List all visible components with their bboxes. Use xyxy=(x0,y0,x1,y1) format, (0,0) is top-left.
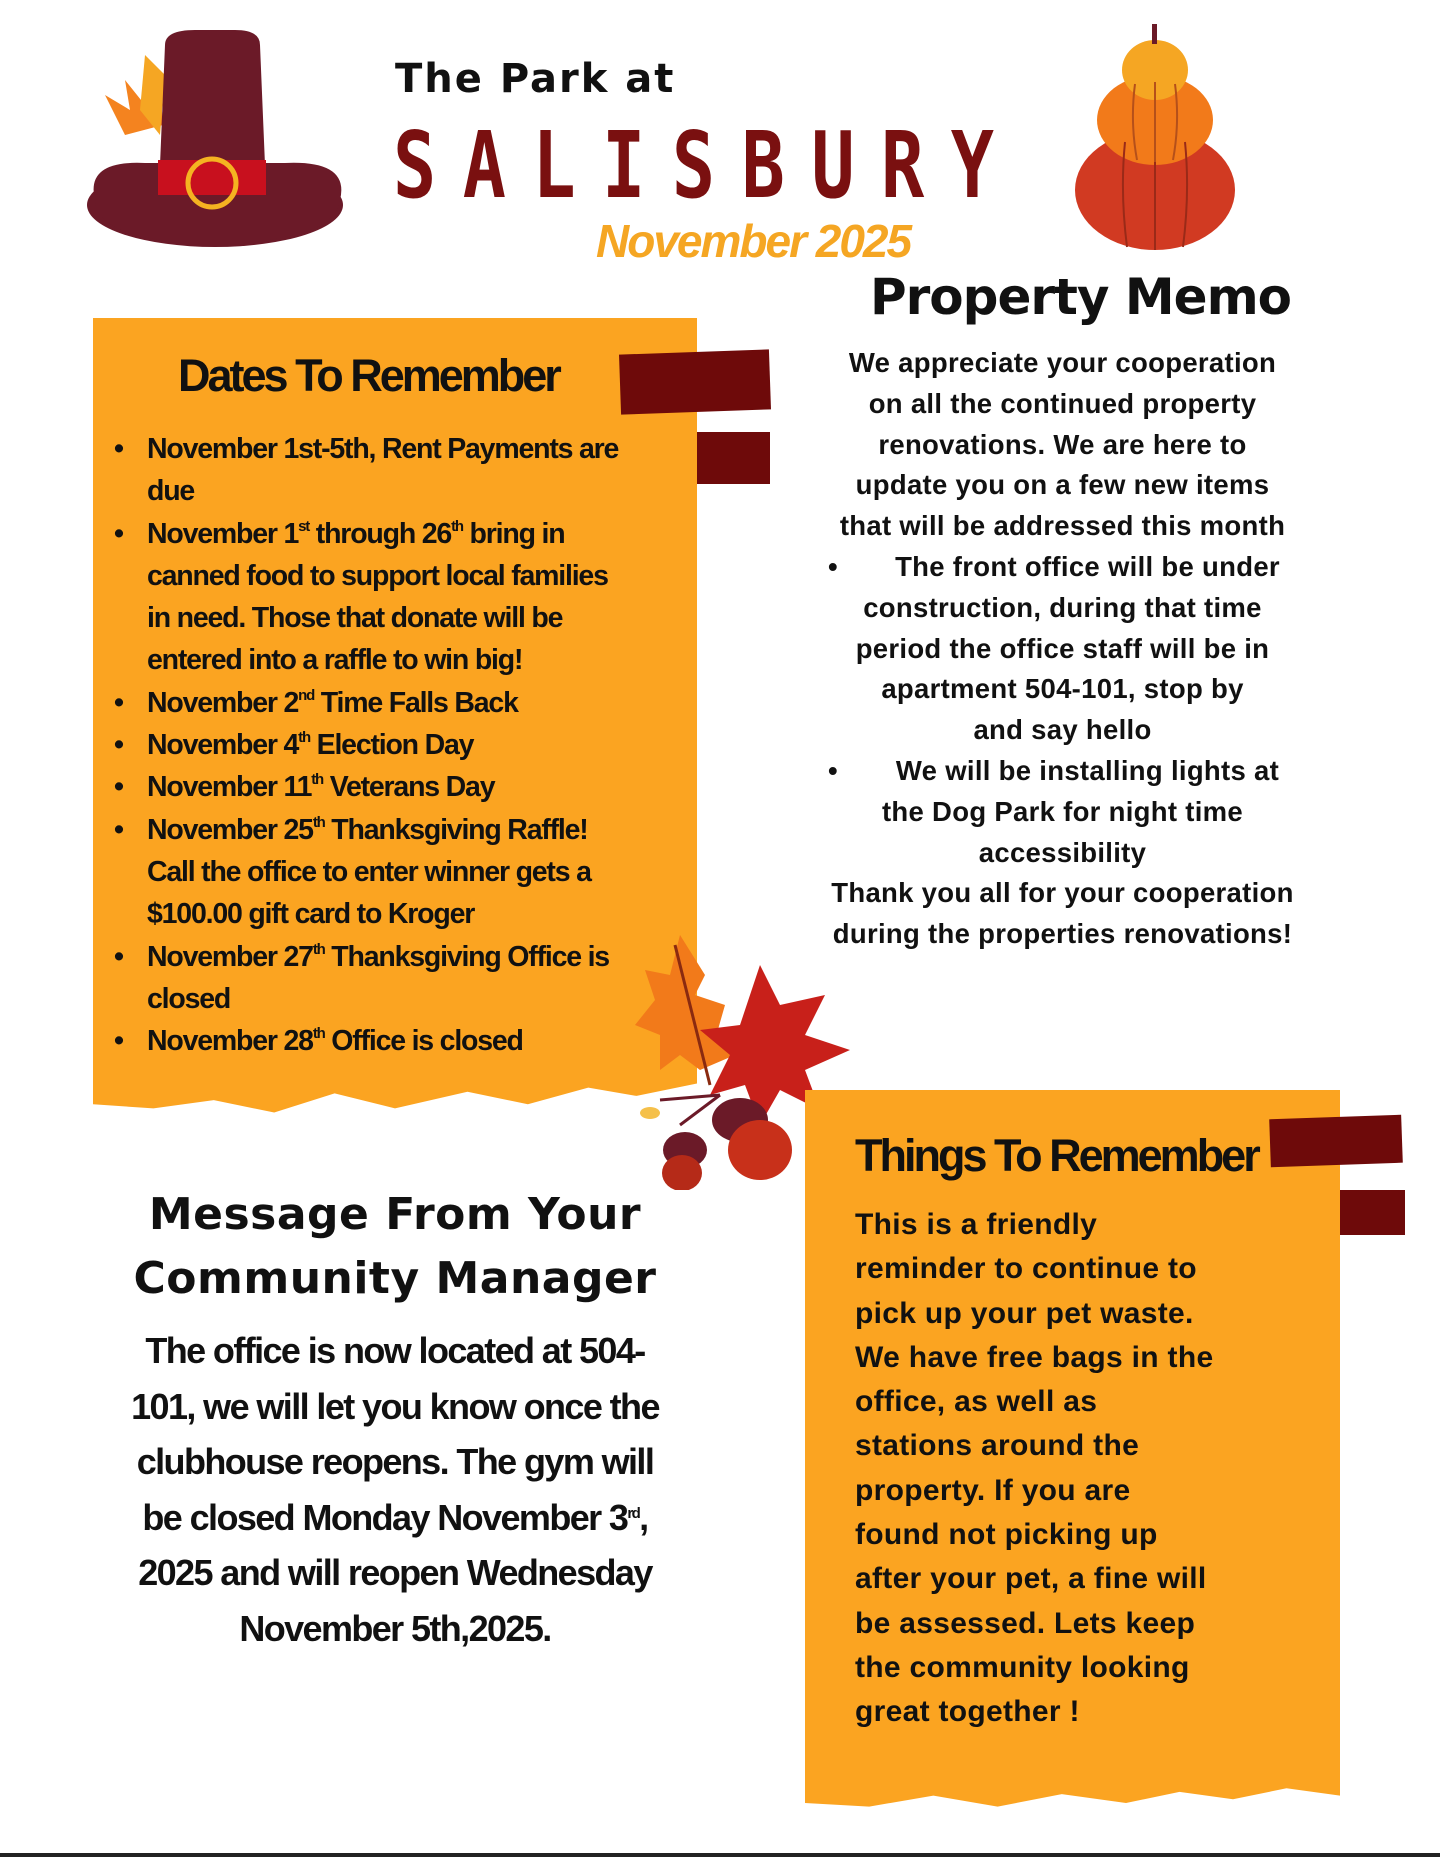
date-item-line xyxy=(147,766,710,808)
bullet-icon: • xyxy=(114,729,123,762)
memo-line xyxy=(800,465,1325,506)
property-memo-body xyxy=(800,343,1325,955)
things-to-remember-title: Things To Remember xyxy=(855,1130,1258,1181)
things-line: We have free bags in the xyxy=(855,1340,1214,1374)
text-segment: November 11 xyxy=(147,771,312,804)
text-segment: Office is closed xyxy=(324,1025,523,1058)
date-item xyxy=(110,513,710,682)
manager-message-title xyxy=(95,1183,695,1311)
date-item-line xyxy=(147,470,710,512)
bullet-icon: • xyxy=(114,771,123,804)
things-line: reminder to continue to xyxy=(855,1252,1197,1286)
text-segment: November 4 xyxy=(147,729,299,762)
text-segment: Thanksgiving Raffle! xyxy=(324,813,588,846)
text-segment: November 28 xyxy=(147,1025,313,1058)
memo-line xyxy=(800,792,1325,833)
date-item xyxy=(110,682,710,724)
bullet-icon: • xyxy=(114,940,123,973)
memo-text: the Dog Park for night time xyxy=(881,795,1244,827)
text-segment: Veterans Day xyxy=(323,771,495,804)
date-item-line xyxy=(147,555,710,597)
text-segment: November 1 xyxy=(147,517,299,550)
newsletter-subtitle: The Park at xyxy=(395,56,676,102)
text-segment: through 26 xyxy=(309,517,452,550)
text-segment: closed xyxy=(147,982,231,1015)
text-segment: Time Falls Back xyxy=(314,686,518,719)
memo-text: and say hello xyxy=(973,714,1152,746)
date-item-line xyxy=(147,639,710,681)
date-item xyxy=(110,766,710,808)
bottom-divider xyxy=(0,1853,1440,1857)
superscript: th xyxy=(298,729,310,747)
memo-line xyxy=(800,425,1325,466)
memo-line xyxy=(800,588,1325,629)
text-segment: in need. Those that donate will be xyxy=(147,602,563,635)
text-segment: Election Day xyxy=(309,729,474,762)
things-line: pick up your pet waste. xyxy=(855,1296,1194,1330)
memo-text: Thank you all for your cooperation xyxy=(831,877,1294,909)
memo-text: apartment 504-101, stop by xyxy=(881,673,1244,705)
date-item-line xyxy=(147,428,710,470)
text-segment: November 27 xyxy=(147,940,313,973)
manager-message-title-line: Message From Your xyxy=(148,1189,642,1240)
superscript: rd xyxy=(627,1504,640,1522)
date-item-line xyxy=(147,809,710,851)
message-line xyxy=(80,1323,710,1379)
date-item-line xyxy=(147,851,710,893)
things-line: office, as well as xyxy=(855,1385,1098,1419)
memo-text: period the office staff will be in xyxy=(855,632,1270,664)
message-line xyxy=(80,1545,710,1601)
things-line: property. If you are xyxy=(855,1473,1131,1507)
text-segment: $100.00 gift card to Kroger xyxy=(147,898,475,931)
text-segment: November 25 xyxy=(147,813,313,846)
manager-message-body xyxy=(80,1323,710,1657)
memo-line xyxy=(800,873,1325,914)
memo-line xyxy=(800,669,1325,710)
superscript: th xyxy=(312,813,325,831)
superscript: th xyxy=(312,940,325,958)
things-to-remember-body xyxy=(855,1203,1213,1735)
text-segment: 2025 and will reopen Wednesday xyxy=(138,1552,652,1594)
things-line: found not picking up xyxy=(855,1518,1158,1552)
date-item xyxy=(110,809,710,936)
memo-line xyxy=(800,384,1325,425)
memo-text: We will be installing lights at xyxy=(895,754,1280,786)
decorative-tab xyxy=(1269,1115,1403,1168)
text-segment: be closed Monday November 3 xyxy=(142,1496,628,1538)
date-item-line xyxy=(147,682,710,724)
text-segment: entered into a raffle to win big! xyxy=(147,644,523,677)
message-line xyxy=(80,1434,710,1490)
memo-text: renovations. We are here to xyxy=(878,428,1247,460)
manager-message-title-line: Community Manager xyxy=(133,1253,657,1304)
superscript: th xyxy=(312,1025,325,1043)
bullet-icon: • xyxy=(114,813,123,846)
date-item xyxy=(110,724,710,766)
bullet-icon: • xyxy=(828,550,838,582)
memo-line xyxy=(800,751,1325,792)
things-line: This is a friendly xyxy=(855,1208,1098,1241)
date-item-line xyxy=(147,513,710,555)
things-line: great together ! xyxy=(855,1695,1080,1729)
memo-text: construction, during that time xyxy=(863,591,1262,623)
text-segment: clubhouse reopens. The gym will xyxy=(136,1441,654,1483)
message-line xyxy=(80,1490,710,1546)
memo-text: during the properties renovations! xyxy=(832,918,1293,950)
text-segment: canned food to support local families xyxy=(147,559,608,592)
text-segment: November 1st-5th, Rent Payments are xyxy=(147,433,619,465)
bullet-icon: • xyxy=(114,1025,123,1058)
text-segment: November 5th,2025. xyxy=(239,1607,551,1649)
bullet-icon: • xyxy=(114,433,123,465)
text-segment: 101, we will let you know once the xyxy=(131,1385,659,1427)
superscript: th xyxy=(451,517,463,535)
memo-text: on all the continued property xyxy=(868,387,1257,419)
memo-line xyxy=(800,547,1325,588)
newsletter-month: November 2025 xyxy=(596,215,911,267)
message-line xyxy=(80,1601,710,1657)
text-segment: due xyxy=(147,475,195,508)
things-line: after your pet, a fine will xyxy=(855,1562,1207,1596)
memo-text: update you on a few new items xyxy=(855,469,1270,501)
dates-to-remember-title: Dates To Remember xyxy=(178,350,559,401)
stacked-pumpkins-icon xyxy=(1065,22,1245,252)
bullet-icon: • xyxy=(828,754,838,786)
message-line xyxy=(80,1379,710,1435)
text-segment: Thanksgiving Office is xyxy=(324,940,609,973)
property-name: SALISBURY xyxy=(393,112,1021,219)
superscript: nd xyxy=(298,686,315,704)
things-line: stations around the xyxy=(855,1429,1140,1463)
memo-text: that will be addressed this month xyxy=(839,510,1286,542)
memo-text: The front office will be under xyxy=(895,550,1280,582)
superscript: st xyxy=(298,517,310,535)
pilgrim-hat-icon xyxy=(85,25,355,250)
things-line: be assessed. Lets keep xyxy=(855,1606,1196,1640)
things-line: the community looking xyxy=(855,1650,1190,1684)
memo-line xyxy=(800,833,1325,874)
text-segment: bring in xyxy=(462,517,565,550)
decorative-tab xyxy=(1340,1190,1405,1235)
text-segment: The office is now located at 504- xyxy=(145,1330,645,1371)
date-item-line xyxy=(147,724,710,766)
bullet-icon: • xyxy=(114,517,123,550)
memo-text: accessibility xyxy=(978,836,1147,868)
text-segment: Call the office to enter winner gets a xyxy=(147,855,591,888)
date-item xyxy=(110,428,710,513)
text-segment: November 2 xyxy=(147,686,299,719)
memo-text: We appreciate your cooperation xyxy=(848,347,1277,378)
superscript: th xyxy=(311,771,323,789)
memo-line xyxy=(800,629,1325,670)
decorative-tab xyxy=(619,349,771,414)
text-segment: , xyxy=(639,1496,648,1538)
memo-line xyxy=(800,343,1325,384)
memo-line xyxy=(800,710,1325,751)
memo-line xyxy=(800,506,1325,547)
property-memo-title: Property Memo xyxy=(870,268,1292,326)
date-item-line xyxy=(147,597,710,639)
bullet-icon: • xyxy=(114,686,123,719)
